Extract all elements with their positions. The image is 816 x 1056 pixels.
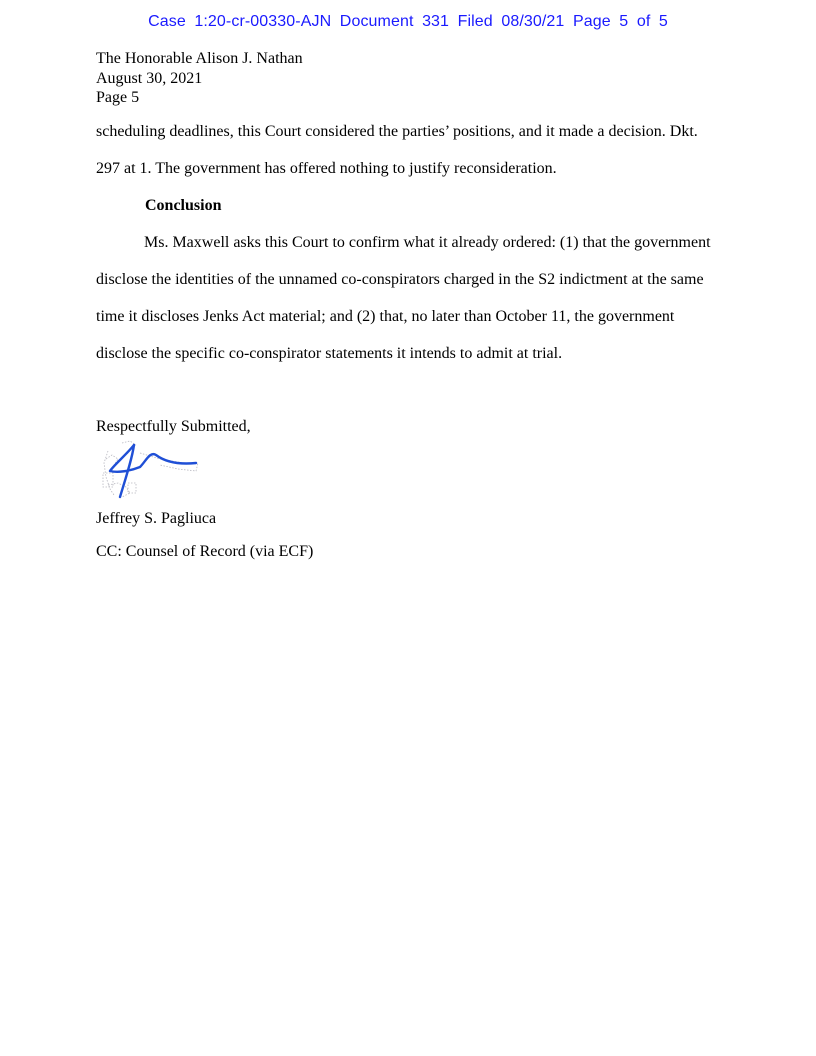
page-label: Page 5 [96,89,140,106]
ecf-header-stamp [0,13,816,31]
letter-date: August 30, 2021 [96,69,203,87]
signer-name: Jeffrey S. Pagliuca [96,510,217,527]
letter-header [96,49,303,108]
salutation: Respectfully Submitted, [96,418,251,435]
case-number: Case 1:20-cr-00330-AJN [148,13,332,30]
cc-line: CC: Counsel of Record (via ECF) [96,543,314,560]
para2-line-3: time it discloses Jenks Act material; and (2) that, no later than October 11, the government [96,308,675,325]
page-count: Page 5 of 5 [572,13,668,30]
para2-line-4: disclose the specific co-conspirator statements it intends to admit at trial. [96,345,563,362]
para2-line-1: Ms. Maxwell asks this Court to confirm what it already ordered: (1) that the government [144,234,711,251]
filed-date: Filed 08/30/21 [457,13,565,30]
document-number: Document 331 [339,13,450,30]
para1-line-1: scheduling deadlines, this Court considered the parties’ positions, and it made a decision. Dkt. [96,123,698,140]
conclusion-heading: Conclusion [145,197,222,214]
para1-line-2: 297 at 1. The government has offered nothing to justify reconsideration. [96,160,557,177]
addressee: The Honorable Alison J. Nathan [96,50,303,67]
para2-line-2: disclose the identities of the unnamed co-conspirators charged in the S2 indictment at the same [96,271,704,288]
handwritten-signature [100,437,204,501]
